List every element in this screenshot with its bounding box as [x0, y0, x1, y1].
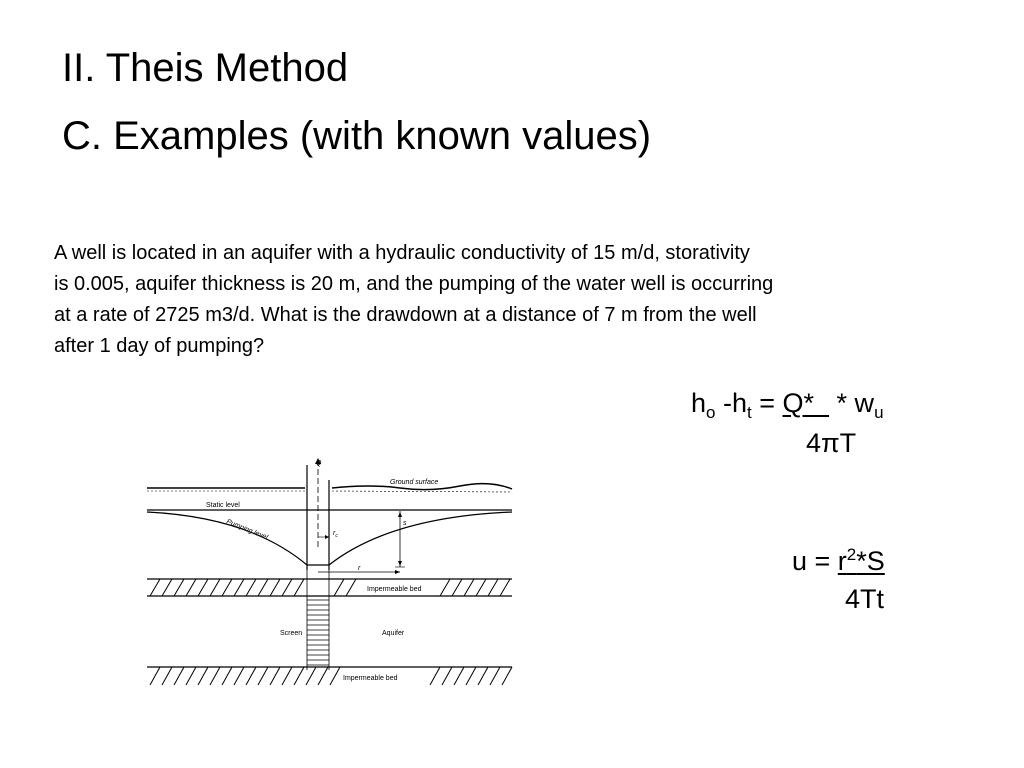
- lower-impermeable-bed-hatching: [150, 667, 512, 685]
- label-r: r: [358, 565, 361, 572]
- eq1-sub-o: o: [706, 403, 716, 422]
- well-cross-section-diagram: [140, 455, 520, 690]
- eq1-denominator: 4πT: [806, 428, 857, 458]
- eq1-sub-t: t: [747, 403, 752, 422]
- eq2-lhs: u =: [792, 546, 838, 576]
- label-rc: $r_c$: [333, 530, 338, 539]
- eq1-h: h: [691, 388, 707, 418]
- eq1-numerator: Q*: [782, 388, 830, 418]
- label-pumping-level: Pumping level: [225, 518, 269, 542]
- label-impermeable-bed-bottom: Impermeable bed: [343, 675, 398, 682]
- problem-line-4: after 1 day of pumping?: [54, 335, 265, 357]
- upper-impermeable-bed-hatching: [150, 579, 510, 596]
- problem-statement: [54, 238, 984, 362]
- label-s: s: [403, 520, 407, 527]
- problem-line-2: is 0.005, aquifer thickness is 20 m, and the pumping of the water well is occurring: [54, 273, 774, 295]
- label-aquifer: Aquifer: [382, 630, 405, 637]
- eq2-numerator: [838, 546, 885, 576]
- well-screen: [307, 570, 329, 670]
- eq2-denominator: 4Tt: [845, 584, 885, 614]
- label-ground-surface: Ground surface: [390, 479, 439, 486]
- eq2-rest: *S: [856, 546, 885, 576]
- label-impermeable-bed-top: Impermeable bed: [367, 586, 422, 593]
- problem-line-3: at a rate of 2725 m3/d. What is the drawdown at a distance of 7 m from the well: [54, 304, 757, 326]
- eq1-times-w: * w: [829, 388, 875, 418]
- theis-equation-numerator-line: [691, 390, 884, 421]
- label-q: Q: [316, 460, 322, 467]
- label-screen: Screen: [280, 630, 303, 637]
- problem-line-1: A well is located in an aquifer with a hydraulic conductivity of 15 m/d, storativity: [54, 242, 750, 264]
- u-equation-numerator-line: [792, 546, 885, 575]
- eq2-exponent: 2: [846, 545, 857, 564]
- eq1-equals: =: [751, 388, 783, 418]
- eq1-minus-h: -h: [715, 388, 748, 418]
- label-static-level: Static level: [206, 502, 240, 509]
- slide-title-section: II. Theis Method: [62, 46, 349, 90]
- eq2-r: r: [837, 546, 847, 576]
- eq1-sub-u: u: [874, 403, 884, 422]
- slide-title-subsection: C. Examples (with known values): [62, 114, 652, 158]
